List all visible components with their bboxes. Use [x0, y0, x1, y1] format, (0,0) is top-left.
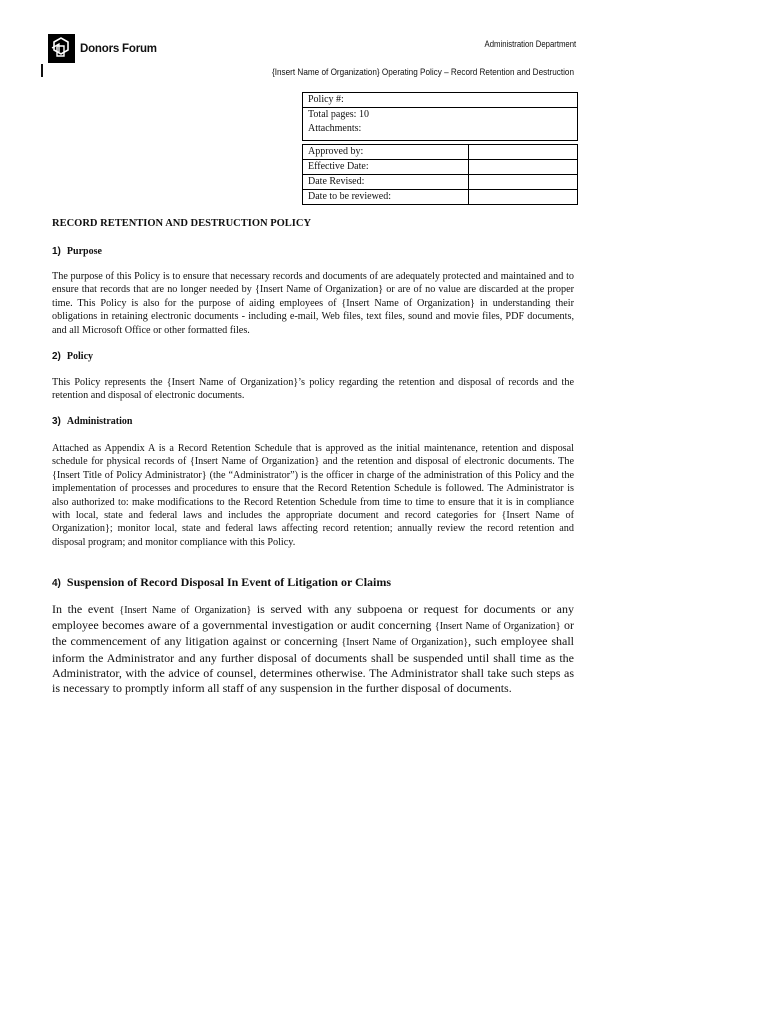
section-title: Administration [66, 416, 133, 427]
section-number: 2) [52, 351, 61, 362]
table-row [303, 122, 578, 141]
table-row [303, 145, 578, 160]
policy-heading [52, 351, 93, 362]
table-row [303, 190, 578, 205]
suspension-text-1: In the event [52, 602, 120, 616]
section-title: Suspension of Record Disposal In Event of Litigation or Claims [66, 575, 392, 589]
section-title: Purpose [66, 246, 102, 257]
table-row [303, 160, 578, 175]
suspension-paragraph [52, 602, 574, 696]
section-number: 1) [52, 246, 61, 257]
donors-forum-logo [48, 34, 157, 63]
logo-text: Donors Forum [80, 42, 157, 55]
org-placeholder: {Insert Name of Organization} [119, 605, 252, 616]
purpose-heading [52, 246, 102, 257]
table-row [303, 93, 578, 108]
policy-number-cell: Policy #: [303, 93, 578, 108]
effective-date-value [469, 160, 578, 175]
org-placeholder: {Insert Name of Organization} [434, 621, 561, 633]
table-row [303, 175, 578, 190]
text-cursor [41, 64, 43, 77]
table-row [303, 108, 578, 123]
attachments-cell: Attachments: [303, 122, 578, 141]
policy-title: RECORD RETENTION AND DESTRUCTION POLICY [52, 218, 312, 229]
logo-mark-icon [48, 34, 75, 63]
suspension-text-2: is served with any subpoena or request for documents or any employee becomes aware of a governmental investigation or audit concerning [52, 602, 574, 633]
org-placeholder: {Insert Name of Organization} [341, 637, 469, 649]
document-header-title: {Insert Name of Organization} Operating Policy – Record Retention and Destruction [271, 67, 574, 78]
suspension-text-3: or the commencement of any litigation against or concerning [52, 618, 574, 649]
administration-heading [52, 416, 132, 427]
administration-paragraph: Attached as Appendix A is a Record Retention Schedule that is approved as the initial maintenance, retention and disposal schedule for physical records of {Insert Name of Organization} and the retention and disposal of electronic documents. The {Insert Title of Policy Administrator} (the “Administrator”) is the officer in charge of the administration of this Policy and the implementation of processes and procedures to ensure that the Record Retention Schedule is followed. The Administrator is also authorized to: make modifications to the Record Retention Schedule from time to time to ensure that it is in compliance with local, state and federal laws and includes the appropriate document and record categories for {Insert Name of Organization}; monitor local, state and federal laws affecting record retention; annually review the record retention and disposal program; and monitor compliance with this Policy. [52, 443, 574, 548]
policy-info-table [302, 92, 578, 205]
date-revised-label: Date Revised: [303, 175, 469, 190]
approved-by-value [469, 145, 578, 160]
approved-by-label: Approved by: [303, 145, 469, 160]
purpose-paragraph: The purpose of this Policy is to ensure that necessary records and documents of are adequately protected and maintained and to ensure that records that are no longer needed by {Insert Name of Organization} or are of no value are discarded at the proper time. This Policy is also for the purpose of aiding employees of {Insert Name of Organization} in understanding their obligations in retaining electronic documents - including e-mail, Web files, text files, sound and movie files, PDF documents, and all Microsoft Office or other formatted files. [52, 271, 574, 336]
suspension-text-4: , such employee shall inform the Administrator and any further disposal of documents shall be suspended until shall time as the Administrator, with the advice of counsel, determines otherwise. The Administrator shall take such steps as is necessary to promptly inform all staff of any suspension in the further disposal of documents. [52, 634, 574, 696]
section-number: 4) [52, 578, 61, 589]
total-pages-cell: Total pages: 10 [303, 108, 578, 123]
department-label: Administration Department [484, 39, 577, 49]
policy-paragraph: This Policy represents the {Insert Name of Organization}’s policy regarding the retention and disposal of records and the retention and disposal of electronic documents. [52, 377, 574, 402]
suspension-heading [52, 575, 391, 590]
date-revised-value [469, 175, 578, 190]
section-title: Policy [66, 351, 94, 362]
date-to-be-reviewed-label: Date to be reviewed: [303, 190, 469, 205]
section-number: 3) [52, 416, 61, 427]
date-to-be-reviewed-value [469, 190, 578, 205]
effective-date-label: Effective Date: [303, 160, 469, 175]
